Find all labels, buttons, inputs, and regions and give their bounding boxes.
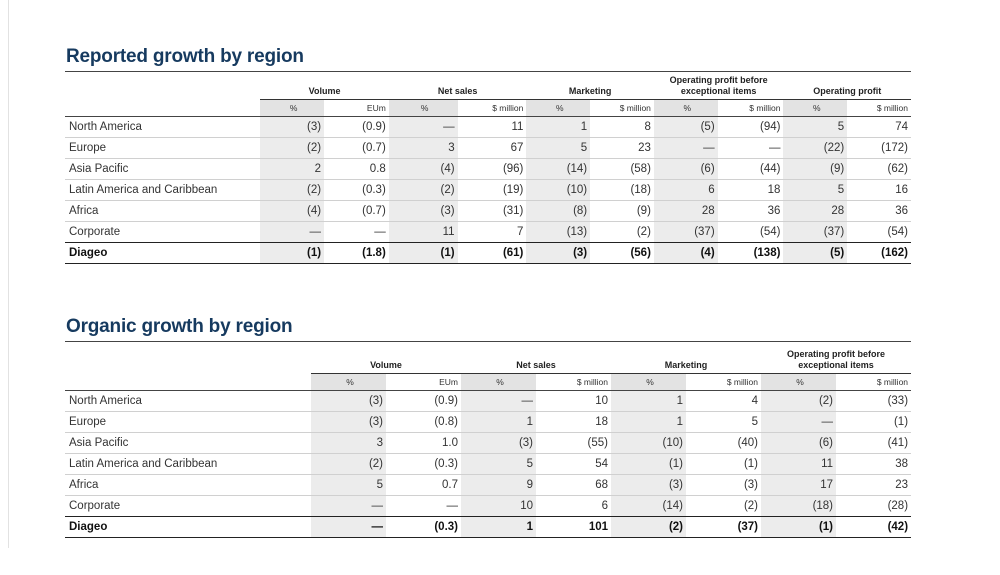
- table-cell: (2): [389, 179, 458, 200]
- organic-growth-title: Organic growth by region: [65, 312, 911, 342]
- table-cell: 17: [761, 474, 836, 495]
- table-cell: (13): [526, 221, 590, 242]
- table-cell: (162): [847, 242, 911, 263]
- table-row: [65, 432, 911, 453]
- table-cell: 11: [458, 116, 527, 137]
- region-label: North America: [65, 390, 311, 411]
- region-label: Asia Pacific: [65, 158, 260, 179]
- unit-header: $ million: [576, 376, 608, 387]
- table-cell: 38: [836, 453, 911, 474]
- table-cell: 3: [389, 137, 458, 158]
- table-cell: (4): [260, 200, 324, 221]
- table-cell: 11: [389, 221, 458, 242]
- table-cell: (2): [761, 390, 836, 411]
- table-cell: 11: [761, 453, 836, 474]
- unit-header: $ million: [726, 376, 759, 387]
- unit-header: %: [654, 99, 718, 116]
- table-row: [65, 158, 911, 179]
- table-cell: (0.9): [324, 116, 389, 137]
- table-cell: 1.0: [386, 432, 461, 453]
- table-row: [65, 137, 911, 158]
- table-cell: (40): [686, 432, 761, 453]
- table-cell: 5: [526, 137, 590, 158]
- table-cell: 2: [260, 158, 324, 179]
- table-cell: (37): [686, 516, 761, 537]
- table-cell: 5: [461, 453, 536, 474]
- unit-header: $ million: [876, 376, 909, 387]
- group-header-volume: Volume: [260, 72, 389, 99]
- table-cell: (14): [611, 495, 686, 516]
- table-cell: —: [654, 137, 718, 158]
- table-row: [65, 474, 911, 495]
- table-cell: (33): [836, 390, 911, 411]
- table-cell: (61): [458, 242, 527, 263]
- table-cell: (55): [536, 432, 611, 453]
- table-cell: (4): [654, 242, 718, 263]
- table-cell: 1: [611, 411, 686, 432]
- table-cell: (18): [590, 179, 654, 200]
- table-cell: —: [461, 390, 536, 411]
- spacer-cell: [65, 373, 311, 390]
- unit-header: %: [783, 99, 847, 116]
- table-cell: (3): [389, 200, 458, 221]
- table-cell: (54): [847, 221, 911, 242]
- table-cell: (56): [590, 242, 654, 263]
- table-cell: 23: [836, 474, 911, 495]
- table-cell: (2): [590, 221, 654, 242]
- page-edge-line: [8, 0, 9, 548]
- region-label: North America: [65, 116, 260, 137]
- table-row: [65, 495, 911, 516]
- table-row: [65, 200, 911, 221]
- reported-growth-title: Reported growth by region: [65, 42, 911, 72]
- table-cell: (0.9): [386, 390, 461, 411]
- table-cell: 5: [686, 411, 761, 432]
- table-cell: —: [260, 221, 324, 242]
- region-label: Europe: [65, 137, 260, 158]
- region-label: Africa: [65, 474, 311, 495]
- table-cell: 1: [461, 411, 536, 432]
- table-cell: 9: [461, 474, 536, 495]
- unit-header: EUm: [439, 376, 458, 387]
- table-cell: —: [386, 495, 461, 516]
- table-cell: (42): [836, 516, 911, 537]
- group-header-net-sales: Net sales: [461, 342, 611, 373]
- table-row: [65, 453, 911, 474]
- table-cell: —: [324, 221, 389, 242]
- table-cell: 68: [536, 474, 611, 495]
- table-cell: 36: [718, 200, 784, 221]
- table-cell: 28: [654, 200, 718, 221]
- table-cell: —: [761, 411, 836, 432]
- group-header-volume: Volume: [311, 342, 461, 373]
- group-header-operating-profit-before-exceptional: Operating profit before exceptional items: [654, 72, 784, 99]
- total-row: [65, 516, 911, 537]
- table-cell: (6): [654, 158, 718, 179]
- table-cell: (58): [590, 158, 654, 179]
- table-cell: (1): [260, 242, 324, 263]
- table-cell: 23: [590, 137, 654, 158]
- table-cell: (3): [311, 411, 386, 432]
- region-label: Diageo: [65, 242, 260, 263]
- table-cell: (37): [783, 221, 847, 242]
- table-cell: —: [311, 495, 386, 516]
- table-cell: (54): [718, 221, 784, 242]
- region-label: Asia Pacific: [65, 432, 311, 453]
- table-cell: 5: [311, 474, 386, 495]
- table-cell: (3): [686, 474, 761, 495]
- table-cell: (1): [611, 453, 686, 474]
- table-cell: (28): [836, 495, 911, 516]
- table-cell: —: [718, 137, 784, 158]
- region-label: Corporate: [65, 221, 260, 242]
- group-header-marketing: Marketing: [611, 342, 761, 373]
- table-cell: (1.8): [324, 242, 389, 263]
- table-row: [65, 116, 911, 137]
- table-cell: (1): [761, 516, 836, 537]
- table-row: [65, 411, 911, 432]
- table-cell: (2): [260, 137, 324, 158]
- unit-header: $ million: [619, 102, 651, 113]
- table-cell: —: [389, 116, 458, 137]
- table-cell: (10): [526, 179, 590, 200]
- organic-growth-table: [65, 342, 911, 538]
- table-cell: (18): [761, 495, 836, 516]
- group-header-operating-profit: Operating profit: [783, 72, 911, 99]
- table-cell: (5): [783, 242, 847, 263]
- table-cell: 1: [461, 516, 536, 537]
- table-cell: (1): [686, 453, 761, 474]
- table-cell: 101: [536, 516, 611, 537]
- table-cell: (0.8): [386, 411, 461, 432]
- reported-growth-section: [65, 42, 911, 264]
- table-cell: (3): [526, 242, 590, 263]
- table-cell: 74: [847, 116, 911, 137]
- unit-header: %: [389, 99, 458, 116]
- table-cell: 1: [526, 116, 590, 137]
- table-cell: (5): [654, 116, 718, 137]
- table-cell: (22): [783, 137, 847, 158]
- table-cell: (0.7): [324, 200, 389, 221]
- table-cell: 28: [783, 200, 847, 221]
- table-cell: 5: [783, 179, 847, 200]
- table-cell: 16: [847, 179, 911, 200]
- table-cell: 6: [654, 179, 718, 200]
- spacer-cell: [65, 342, 311, 373]
- table-cell: (4): [389, 158, 458, 179]
- table-cell: (94): [718, 116, 784, 137]
- table-cell: (62): [847, 158, 911, 179]
- table-cell: (31): [458, 200, 527, 221]
- table-cell: (19): [458, 179, 527, 200]
- unit-header: %: [761, 373, 836, 390]
- spacer-cell: [65, 72, 260, 99]
- unit-header-row: [65, 373, 911, 390]
- table-cell: (37): [654, 221, 718, 242]
- table-cell: (3): [260, 116, 324, 137]
- table-cell: (8): [526, 200, 590, 221]
- region-label: Latin America and Caribbean: [65, 453, 311, 474]
- table-cell: —: [311, 516, 386, 537]
- table-cell: 7: [458, 221, 527, 242]
- table-cell: 0.7: [386, 474, 461, 495]
- table-cell: (0.7): [324, 137, 389, 158]
- table-cell: 67: [458, 137, 527, 158]
- table-cell: (3): [461, 432, 536, 453]
- region-label: Africa: [65, 200, 260, 221]
- table-row: [65, 390, 911, 411]
- table-cell: (138): [718, 242, 784, 263]
- table-cell: (6): [761, 432, 836, 453]
- table-cell: 18: [718, 179, 784, 200]
- table-cell: (0.3): [386, 516, 461, 537]
- unit-header: $ million: [876, 102, 908, 113]
- table-cell: (96): [458, 158, 527, 179]
- table-cell: (2): [686, 495, 761, 516]
- total-row: [65, 242, 911, 263]
- table-cell: 8: [590, 116, 654, 137]
- region-label: Europe: [65, 411, 311, 432]
- table-cell: 4: [686, 390, 761, 411]
- reported-growth-table: [65, 72, 911, 264]
- table-cell: (1): [836, 411, 911, 432]
- table-cell: 6: [536, 495, 611, 516]
- table-cell: (9): [783, 158, 847, 179]
- region-label: Latin America and Caribbean: [65, 179, 260, 200]
- group-header-marketing: Marketing: [526, 72, 654, 99]
- table-cell: (0.3): [324, 179, 389, 200]
- table-cell: (9): [590, 200, 654, 221]
- table-cell: (41): [836, 432, 911, 453]
- table-cell: (0.3): [386, 453, 461, 474]
- table-cell: 54: [536, 453, 611, 474]
- group-header-operating-profit-before-exceptional: Operating profit before exceptional items: [761, 342, 911, 373]
- unit-header: %: [260, 99, 324, 116]
- group-header-net-sales: Net sales: [389, 72, 527, 99]
- region-label: Diageo: [65, 516, 311, 537]
- table-cell: (3): [611, 474, 686, 495]
- unit-header: EUm: [366, 102, 386, 113]
- table-cell: 5: [783, 116, 847, 137]
- table-cell: (2): [611, 516, 686, 537]
- table-row: [65, 179, 911, 200]
- unit-header: %: [461, 373, 536, 390]
- table-cell: (44): [718, 158, 784, 179]
- table-cell: (10): [611, 432, 686, 453]
- table-cell: (3): [311, 390, 386, 411]
- unit-header: $ million: [492, 102, 524, 113]
- table-cell: 0.8: [324, 158, 389, 179]
- unit-header: %: [526, 99, 590, 116]
- table-cell: (172): [847, 137, 911, 158]
- table-cell: (2): [260, 179, 324, 200]
- table-cell: 18: [536, 411, 611, 432]
- unit-header: %: [611, 373, 686, 390]
- table-cell: (1): [389, 242, 458, 263]
- table-cell: (14): [526, 158, 590, 179]
- unit-header-row: [65, 99, 911, 116]
- table-cell: 3: [311, 432, 386, 453]
- table-cell: 10: [461, 495, 536, 516]
- table-cell: 10: [536, 390, 611, 411]
- table-cell: 1: [611, 390, 686, 411]
- table-cell: 36: [847, 200, 911, 221]
- spacer-cell: [65, 99, 260, 116]
- organic-growth-section: [65, 312, 911, 538]
- unit-header: $ million: [749, 102, 781, 113]
- unit-header: %: [311, 373, 386, 390]
- table-row: [65, 221, 911, 242]
- table-cell: (2): [311, 453, 386, 474]
- region-label: Corporate: [65, 495, 311, 516]
